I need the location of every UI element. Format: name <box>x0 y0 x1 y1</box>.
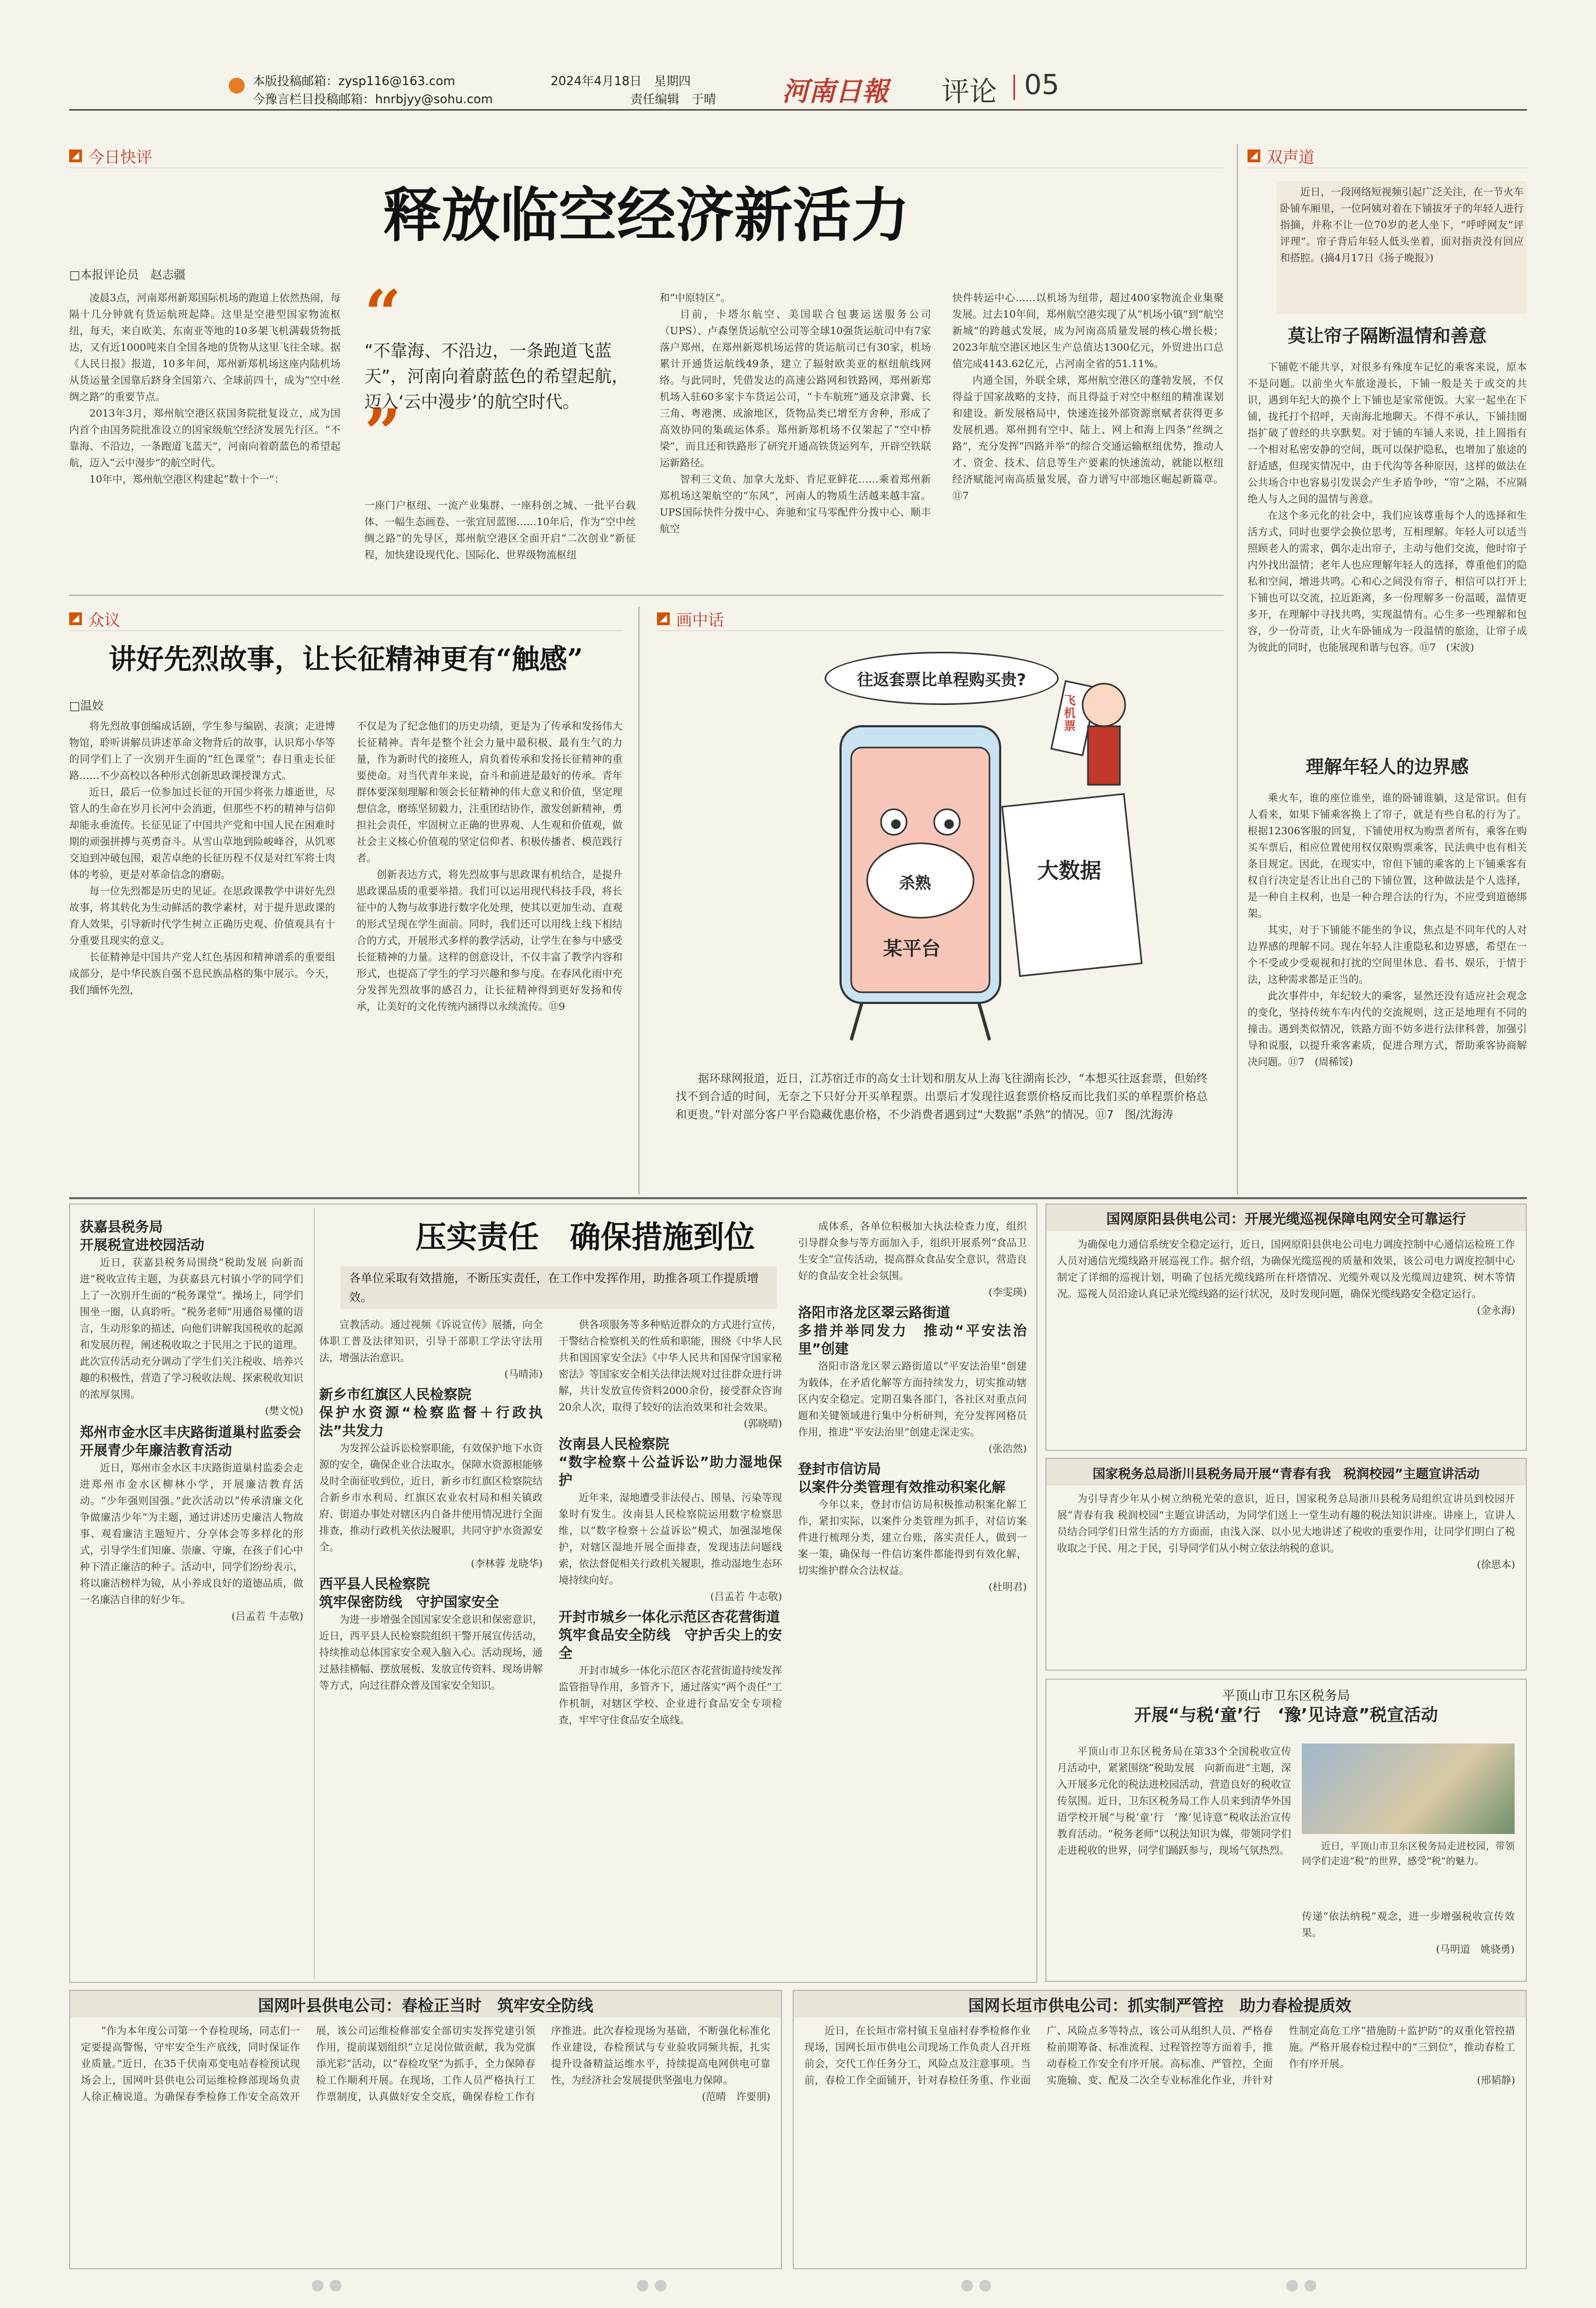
paragraph: 为引导青少年从小树立纳税光荣的意识，近日，国家税务总局浙川县税务局组织宣讲员到校园开展“青春有我 税润校园”主题宣讲活动，为同学们送上一堂生动有趣的税法知识讲座。讲座上，宣讲人员结合同学们日常生活的方方面面，由浅入深、以小见大地讲述了税收的重要作用，让同学们明白了税收取之于民、用之于民，引导同学们从小树立依法纳税的意识。 <box>1057 1493 1515 1554</box>
paragraph: 不仅是为了纪念他们的历史功绩，更是为了传承和发扬伟大长征精神。青年是整个社会力量中最积极、最有生气的力量，作为新时代的接班人，肩负着传承和发扬长征精神的重要使命。对当代青年来说，奋斗和前进是最好的传承。青年群体要深刻理解和领会长征精神的伟大意义和价值，坚定理想信念，磨练坚韧毅力，注重团结协作，激发创新精神，勇担社会责任，牢固树立正确的世界观、人生观和价值观，做社会主义核心价值观的坚定信仰者、积极传播者、模范践行者。 <box>356 720 622 864</box>
pull-quote <box>364 276 636 503</box>
right-article-1-body <box>1248 359 1527 750</box>
item-title: 登封市信访局 以案件分类管理有效推动积案化解 <box>798 1462 1006 1496</box>
box-title: 开展“与税‘童’行 ‘豫’见诗意”税宣活动 <box>1134 1705 1438 1725</box>
box-yexian <box>69 1990 782 2269</box>
box-title: 国网原阳县供电公司：开展光缆巡视保障电网安全可靠运行 <box>1046 1205 1526 1231</box>
item-body: 开封市城乡一体化示范区杏花营街道持续发挥监管指导作用，多管齐下，通过落实“两个责任”工作机制，对辖区学校、企业进行食品安全专项检查，牢牢守住食品安全底线。 <box>559 1665 782 1726</box>
item-body: 宣教活动。通过视频《诉说宣传》展播，向全体职工普及法律知识，引导干部职工学法守法用法，增强法治意识。 <box>319 1319 543 1364</box>
dot-group <box>309 2280 345 2294</box>
paragraph: 近日，在长垣市常村镇玉皇庙村春季检修作业现场，国网长垣市供电公司现场工作负责人召开班前会，交代工作任务分工，风险点及注意事项。当前，春检工作全面铺开，针对春检任务重、作业面广、风险点多等特点，该公司从组织人员、严格春检前期筹备、标准流程、过程管控等方面着手，推动春检工作安全有序开展。高标准、严管控，全面实施输、变、配及二次全专业标准化作业，并针对性制定高危工序“措施防＋监护防”的双重化管控措施。严格开展春检过程中的“三到位”，推动春检工作有序开展。 <box>804 2025 1515 2086</box>
paragraph: “作为本年度公司第一个春检现场，同志们一定要提高警惕，守牢安全生产底线，同时保证作业质量。”近日，在35千伏南邓变电站春检预试现场会上，国网叶县供电公司运维检修部现场负责人徐正楠说道。为确保春季检修工作安全高效开展，该公司运维检修部安全部切实发挥党建引领作用，提前谋划组织“立足岗位做贡献，我为党旗添光彩”活动，以“春检攻坚”为抓手，全力保障春检工作顺利开展。在现场，工作人员严格执行工作票制度，认真做好安全交底，确保春检工作有序推进。此次春检现场为基础，不断强化标准化作业建设，春检预试与专业验收同频共振，扎实提升设备精益运维水平，持续提高电网供电可靠性，为经济社会发展提供坚强电力保障。 <box>81 2025 770 2103</box>
box-photo <box>1302 1744 1515 1834</box>
bubble-text: 往返套票比单程购买贵? <box>857 671 1026 690</box>
divider <box>69 595 1224 596</box>
open-quote-icon: “ <box>364 276 402 351</box>
header-date: 2024年4月18日 星期四 <box>551 74 691 88</box>
item-body: 成体系，各单位积极加大执法检查力度，组织引导群众参与等方面加入手，组织开展系列“食品卫生安全”宣传活动，提高群众食品安全意识，营造良好的食品安全社会氛围。 <box>798 1221 1027 1282</box>
item-byline: (吕孟若 牛志敬) <box>710 1591 782 1603</box>
main-col-3 <box>660 290 931 588</box>
paragraph: 2013年3月，郑州航空港区获国务院批复设立，成为国内首个由国务院批准设立的国家级航空经济发展先行区。“不靠海、不沿边，一条跑道飞蓝天”，河南向着蔚蓝色的希望起航，迈入“云中漫步”的航空时代。 <box>69 408 340 469</box>
paragraph: 下铺乾不能共享，对很多有殊度车记忆的乘客来说，原本不是问题。以前坐火车旅途漫长，下铺一般是关于或交的共识，遇到年纪大的换个上下铺也是家常便饭。大家一起坐在下铺，拢托打个招呼，天南海北地聊天。不得不承认，下铺挂圈指扩破了曾经的共享默契。对于铺的车铺人来说，挂上圆指有一个相对私密安静的空间，既可以保护隐私，也增加了旅途的舒适感，但现实情况中，由于代沟等各种原因，这样的做法在公共场合中也容易引发误会产生矛盾争吵，“帘”之隔，不应隔绝人与人之间的温情与善意。 <box>1248 361 1527 505</box>
section-icon <box>657 612 670 625</box>
paragraph: 传递“依法纳税”观念，进一步增强税收宣传效果。 <box>1302 1911 1515 1939</box>
paragraph: 和“中原特区”。 <box>660 292 731 304</box>
special-subtitle <box>340 1266 777 1309</box>
cartoon <box>692 652 1197 1056</box>
box-body <box>70 2018 781 2265</box>
paragraph: 目前，卡塔尔航空、美国联合包裹运送服务公司（UPS）、卢森堡货运航空公司等全球10强货运航司中有7家落户郑州，在郑州新郑机场运营的货运航司已有30家，机场累计开通货运航线49条，建立了辐射欧美亚的枢纽航线网络。与此同时，凭借发达的高速公路网和铁路网，郑州新郑机场入驻60多家卡车货运公司，“卡车航班”通及京津冀、长三角、粤港澳、成渝地区，货物品类已增至方舍种，形成了高效协同的集疏运体系。郑州新郑机场不仅架起了“空中桥梁”，而且还和铁路形了研究开通高铁货运列车，开辟空铁联运新路径。 <box>660 309 931 469</box>
cartoon-caption <box>676 1069 1208 1192</box>
main-col-1 <box>69 290 340 588</box>
paragraph: 将先烈故事创编成话剧，学生参与编剧、表演；走进博物馆，聆听讲解员讲述革命文物背后的故事，认识郑小华等的同学们上了一次别开生面的“红色课堂”；春日重走长征路……不少高校以各种形式创新思政课授课方式。 <box>69 720 335 782</box>
section-shuangsheng: 双声道 <box>1248 144 1527 168</box>
paragraph: 乘火车，谁的座位谁坐，谁的卧铺谁躺，这是常识。但有人看来，如果下铺乘客换上了帘子，就是有些自私的行为了。根据12306客服的回复，下铺使用权为购票者所有，乘客在购买车票后，相应位置使用权仅限购票乘客，民法典中也有相关条目规定。因此，在现实中，帘但下铺的乘客的上下铺乘客有权自行决定是否让出自己的下铺位置，这种做法是个人选择，是一种自主权利，也是一种合理合法的行为，不应受到道德绑架。 <box>1248 792 1527 919</box>
divider <box>638 607 639 1194</box>
main-article-author: □本报评论员 赵志疆 <box>69 269 186 282</box>
item-title: 开封市城乡一体化示范区杏花营街道 筑牢食品安全防线 守护舌尖上的安全 <box>559 1609 782 1662</box>
section-icon <box>1248 150 1260 162</box>
item-byline: (杜明君) <box>988 1581 1027 1593</box>
paragraph: 其实，对于下铺能不能坐的争议，焦点是不同年代的人对边界感的理解不同。现在年轻人注重隐私和边界感，希望在一个不受或少受观视和打扰的空间里休息、看书、娱乐，于情于法，这种需求都是正当的。 <box>1248 924 1527 985</box>
item-byline: (郭晓晴) <box>744 1418 782 1430</box>
byline: (马明道 姚骁勇) <box>1436 1944 1515 1955</box>
box-weidong <box>1045 1679 1527 1982</box>
paragraph: 智利三文鱼、加拿大龙虾、肯尼亚鲜花……乘着郑州新郑机场这架航空的“东风”，河南人的物质生活越来越丰富。UPS国际快件分拨中心、奔驰和宝马零配件分拨中心、顺丰航空 <box>660 474 931 535</box>
paragraph: 每一位先烈都是历史的见证。在思政课教学中讲好先烈故事，将其转化为生动鲜活的教学素材，对于提升思政课的育人效果，引导新时代学生树立正确历史观、价值观具有十分重要且现实的意义。 <box>69 885 335 947</box>
section-zhongyi: 众议 <box>69 607 622 631</box>
speech-bubble <box>825 652 1059 705</box>
dot-group <box>958 2280 994 2294</box>
item-byline: (樊文悦) <box>265 1405 303 1417</box>
box-title: 国家税务总局浙川县税务局开展“青春有我 税润校园”主题宣讲活动 <box>1046 1459 1526 1485</box>
cartoon-label-bigdata: 大数据 <box>1037 858 1101 883</box>
item-body: 近日，郑州市金水区丰庆路街道巢村监委会走进郑州市金水区柳林小学，开展廉洁教育活动。“少年强则国强。”此次活动以“传承清廉文化 争做廉洁少年”为主题，通过讲述历史廉洁人物故事、观看廉洁主题短片、分享体会等多样化的形式，引导学生们知廉、崇廉、守廉，在孩子们心中种下清正廉洁的种子。活动中，同学们纷纷表示，将以廉洁榜样为镜，从小养成良好的道德品质，做一名廉洁自律的好少年。 <box>80 1462 303 1606</box>
item-byline: (李林蓉 龙晓华) <box>471 1558 543 1570</box>
special-far-col <box>798 1218 1027 1974</box>
item-title: 洛阳市洛龙区翠云路街道 多措并举同发力 推动“平安法治里”创建 <box>798 1305 1027 1357</box>
byline: (范晴 许要朋) <box>702 2091 770 2103</box>
box-title: 国网长垣市供电公司：抓实制严管控 助力春检提质效 <box>794 1991 1526 2018</box>
divider <box>69 1197 1527 1199</box>
header-email-1: 本版投稿邮箱：zysp116@163.com <box>253 74 455 88</box>
main-col-2b <box>364 497 636 588</box>
box-tail <box>1302 1908 1515 1972</box>
item-title: 汝南县人民检察院 “数字检察＋公益诉讼”助力湿地保护 <box>559 1437 782 1489</box>
paragraph: 平顶山市卫东区税务局在第33个全国税收宣传月活动中，紧紧围绕“税助发展 向新而进”主题，深入开展多元化的税法进校园活动，营造良好的税收宣传氛围。近日，卫东区税务局工作人员来到清华外国语学校开展“与税‘童’行 ‘豫’见诗意”税收法治宣传教育活动。“税务老师”以税法知识为媒，带领同学们走进税收的世界，同学们踊跃参与，现场气氛热烈。 <box>1057 1746 1291 1856</box>
masthead <box>69 60 1527 111</box>
close-quote-icon: ” <box>364 395 402 470</box>
cartoon-label-ticket: 飞机票 <box>1064 694 1076 733</box>
paragraph: 在这个多元化的社会中，我们应该尊重每个人的选择和生活方式，同时也要学会换位思考，互相理解。年轻人可以适当照顾老人的需求，偶尔走出帘子，主动与他们交流，他时帘子内外找出温情；老年人也应理解年轻人的选择，尊重他们的隐私和空间，增进共鸣。心和心之间没有帘子，相信可以打开上下铺也可以交流，拉近距离，多一份理解多一份温暖，温情更多开，在理解中寻找共鸣，实现温情有。心生多一些理解和包容，少一份苛责，让火车卧铺成为一段温情的旅途，让帘子成为彼此的同时，也能展现和谐与包容。⑪7 (宋波) <box>1248 510 1527 653</box>
section-icon <box>69 612 82 625</box>
divider <box>1237 144 1238 1194</box>
item-body: 供各项服务等多种贴近群众的方式进行宣传，干警结合检察机关的性质和职能，围绕《中华人民共和国国家安全法》《中华人民共和国保守国家秘密法》等国家安全相关法律法规对过往群众进行讲解，共计发放宣传资料2000余份，接受群众咨询20余人次，取得了较好的法治效果和社会效果。 <box>559 1319 782 1413</box>
zhongyi-col-1 <box>69 718 335 1192</box>
box-body <box>794 2018 1526 2265</box>
item-body: 今年以来，登封市信访局积极推动积案化解工作，紧扣实际，以案件分类管理为抓手，对信访案件进行梳理分类，建立台账，落实责任人，做到一案一策，确保每一件信访案件都能得到有效化解，切实维护群众合法权益。 <box>798 1499 1027 1576</box>
paragraph: 10年中，郑州航空港区构建起“数十个一”： <box>89 474 285 485</box>
box-body <box>1046 1485 1526 1666</box>
paragraph: 近日，最后一位参加过长征的开国少将张力雄逝世，尽管人的生命在岁月长河中会消逝，但那些不朽的精神与信仰却能永垂流传。长征见证了中国共产党和中国人民在困难时期的顽强拼搏与英勇奋斗。从雪山草地到险峻峰谷，从饥寒交迫到冲破包围，艰苦卓绝的长征历程不仅是对红军将士肉体的考验，更是对革命信念的磨砺。 <box>69 786 335 881</box>
item-body: 洛阳市洛龙区翠云路街道以“平安法治里”创建为载体，在矛盾化解等方面持续发力，切实推动辖区内安全稳定。定期召集各部门，各社区对重点问题和关键领域进行集中分析研判，充分发挥网格员作用，推进“平安法治里”创建走深走实。 <box>798 1360 1027 1438</box>
section-divider <box>1013 74 1015 100</box>
box-body <box>1046 1231 1526 1447</box>
paragraph: 长征精神是中国共产党人红色基因和精神谱系的重要组成部分，是中华民族自强不息民族品格的集中展示。今天，我们缅怀先烈， <box>69 951 335 996</box>
main-article-title: 释放临空经济新活力 <box>383 181 910 250</box>
item-byline: (李雯瑛) <box>988 1286 1027 1298</box>
dot-group <box>1283 2280 1319 2294</box>
paragraph: 此次事件中，年纪较大的乘客，显然还没有适应社会观念的变化，坚持传统车车内代的交流规则，这正是地理有不同的撞击。遇到类似情况，铁路方面不妨多进行法律科普，加强引导和说服，以提升乘客素质，促进合理方式，帮助乘客协商解决问题。⑪7 (周稀馁) <box>1248 990 1527 1068</box>
byline: (金永海) <box>1477 1305 1515 1316</box>
right-article-1-title: 莫让帘子隔断温情和善意 <box>1287 326 1487 347</box>
paragraph: 内通全国，外联全球，郑州航空港区的蓬勃发展，不仅得益于国家战略的支持，而且得益于对空中枢纽的精准谋划和建设。新发展格局中，快速连接外部资源禀赋者获得更多发展机遇。郑州拥有空中、陆上、网上和海上四条“丝绸之路”，充分发挥“四路并举”的综合交通运输枢纽优势，推动人才、资金、技术、信息等生产要素的快速流动，就能以枢纽经济赋能河南高质量发展，奋力谱写中部地区崛起新篇章。⑪7 <box>952 375 1224 502</box>
box-body <box>1057 1744 1291 1919</box>
main-col-4 <box>952 290 1224 588</box>
cartoon-label-app: 杀熟 <box>899 874 931 893</box>
special-title: 压实责任 确保措施到位 <box>415 1219 755 1255</box>
dot-group <box>634 2280 670 2294</box>
special-right-col <box>559 1317 782 1977</box>
item-body: 为进一步增强全国国家安全意识和保密意识，近日，西平县人民检察院组织干警开展宣传活动，持续推动总体国家安全观入脑入心。活动现场，通过悬挂横幅、摆放展板、发放宣传资料、现场讲解等方式，向过往群众普及国家安全知识。 <box>319 1614 543 1691</box>
item-body: 为发挥公益诉讼检察职能，有效保护地下水资源的安全，确保企业合法取水，保障水资源根能够及时全面征收到位，近日，新乡市红旗区检察院结合新乡市水利局、红旗区农业农村局和相关镇政府、街道办事处对辖区内自备井使用情况进行全面排查，推动行政机关依法履职，共同守护水资源安全。 <box>319 1442 543 1553</box>
photo-caption <box>1302 1839 1515 1903</box>
newspaper-logo: 河南日報 <box>782 76 888 107</box>
section-cartoon: 画中话 <box>657 607 1224 631</box>
paragraph: 一座门户枢纽、一流产业集群、一座科创之城、一批平台载体、一幅生态画卷、一张宜居蓝图……10年后，作为“空中丝绸之路”的先导区，郑州航空港区全面开启“二次创业”新征程，加快建设现代化、国际化、世界级物流枢纽 <box>364 500 636 561</box>
mail-icon <box>229 78 245 94</box>
box-yuanyang <box>1045 1203 1527 1451</box>
item-title: 新乡市红旗区人民检察院 保护水资源“检察监督＋行政执法”共发力 <box>319 1387 543 1439</box>
special-left-col <box>80 1218 303 1974</box>
section-name: 评论 <box>942 76 998 108</box>
right-article-2-title: 理解年轻人的边界感 <box>1306 757 1469 778</box>
cartoon-illustration <box>692 652 1197 1056</box>
box-xichuan <box>1045 1458 1527 1671</box>
quote-text: “不靠海、不沿边，一条跑道飞蓝天”，河南向着蔚蓝色的希望起航，迈入‘云中漫步’的航空时代。 <box>364 341 629 412</box>
divider <box>314 1208 315 1979</box>
item-byline: (吕孟若 牛志敬) <box>231 1610 303 1622</box>
caption-text: 近日，平顶山市卫东区税务局走进校园，带领同学们走进“税”的世界，感受“税”的魅力。 <box>1302 1841 1515 1867</box>
header-editor: 责任编辑 于晴 <box>630 93 716 106</box>
item-title: 获嘉县税务局 开展税宣进校园活动 <box>80 1219 205 1253</box>
right-intro <box>1277 181 1527 314</box>
paragraph: 快件转运中心……以机场为纽带，超过400家物流企业集聚发展。过去10年间，郑州航空港实现了从“机场小镇”到“航空新城”的跨越式发展，成为河南高质量发展的核心增长极；2023年航空港区地区生产总值达1300亿元，外贸进出口总值完成4143.62亿元，占河南全省的51.11%。 <box>952 292 1224 370</box>
item-byline: (马晴沛) <box>504 1368 543 1380</box>
box-changyuan <box>793 1990 1527 2269</box>
intro-text: 近日，一段网络短视频引起广泛关注，在一节火车卧铺车厢里，一位阿姨对着在下铺拔牙子的年轻人进行指摘，并称不让一位70岁的老人坐下，“呼呼网友“评评理”。帘子背后年轻人低头坐着，面对指责没有回应和搭腔。(摘4月17日《扬子晚报》) <box>1280 186 1524 264</box>
zhongyi-author: □温姣 <box>69 700 104 713</box>
right-article-2-body <box>1248 790 1527 1192</box>
paragraph: 创新表达方式，将先烈故事与思政课有机结合，是提升思政课品质的重要举措。我们可以运用现代科技手段，将长征中的人物与故事进行数字化处理，使其以更加生动、直观的形式呈现在学生面前。同时，我们还可以用线上线下相结合的方式，开展形式多样的教学活动，让学生在参与中感受长征精神的力量。这样的创意设计，不仅丰富了教学内容和形式，也提高了学生的学习兴趣和参与度。在春风化雨中充分发挥先烈故事的感召力，让长征精神得到更好发扬和传承，让美好的文化传统内涵得以永续流传。⑪9 <box>356 869 622 1012</box>
paragraph: 凌晨3点，河南郑州新郑国际机场的跑道上依然热闹，每隔十几分钟就有货运航班起降。这里是空港型国家物流枢纽，每天，来自欧美、东南亚等地的10多架飞机满载货物抵达，又有近1000吨来自全国各地的货物从这里飞往全球。据《人民日报》报道，10多年间，郑州新郑机场这座内陆机场从货运量全国靠后跻身全国第六、全球前四十，成为“空中丝绸之路”的重要节点。 <box>69 292 340 403</box>
special-mid-col <box>319 1317 543 1977</box>
footer-dots <box>309 2280 1319 2294</box>
cartoon-label-platform: 某平台 <box>883 937 941 960</box>
zhongyi-col-2 <box>356 718 622 1192</box>
zhongyi-title: 讲好先烈故事，让长征精神更有“触感” <box>109 643 583 676</box>
item-body: 近年来，湿地遭受非法侵占、围垦、污染等现象时有发生。汝南县人民检察院运用数字检察思维，以“数字检察＋公益诉讼”模式，加强湿地保护，对辖区湿地开展全面排查，发现违法问题线索，依法督促相关行政机关履职，推动湿地生态环境持续向好。 <box>559 1492 782 1586</box>
item-title: 郑州市金水区丰庆路街道巢村监委会 开展青少年廉洁教育活动 <box>80 1425 302 1459</box>
caption-text: 据环球网报道，近日，江苏宿迁市的高女士计划和朋友从上海飞往湖南长沙，“本想买往返套票，但始终找不到合适的时间，无奈之下只好分开买单程票。出票后才发现往返套票价格反而比我们买的单程票价格总和更贵。”针对部分客户平台隐藏优惠价格，不少消费者遇到过“大数据”杀熟”的情况。⑪7 图/沈海涛 <box>676 1072 1208 1121</box>
subtitle-text: 各单位采取有效措施，不断压实责任，在工作中发挥作用，助推各项工作提质增效。 <box>349 1272 759 1305</box>
box-title: 国网叶县供电公司：春检正当时 筑牢安全防线 <box>70 1991 781 2018</box>
byline: (邢韬静) <box>1477 2074 1515 2086</box>
item-title: 西平县人民检察院 筑牢保密防线 守护国家安全 <box>319 1576 500 1610</box>
page-number: 05 <box>1024 69 1060 101</box>
section-icon <box>69 150 82 162</box>
box-kicker: 平顶山市卫东区税务局 <box>1222 1688 1350 1703</box>
item-body: 近日，获嘉县税务局围绕“税助发展 向新而进”税收宣传主题，为获嘉县亢村镇小学的同学们上了一次别开生面的“税务课堂”。操场上，同学们围坐一圈，认真聆听。“税务老师”用通俗易懂的语言，生动形象的描述，向他们讲解我国税收的起源和发展历程，阐述税收取之于民用之于民的道理。此次宣传活动充分调动了学生们关注税收、培养兴趣的积极性，营造了学习税收法规、探索税收知识的浓厚氛围。 <box>80 1257 303 1400</box>
section-today: 今日快评 <box>69 144 1224 168</box>
header-email-2: 今豫言栏目投稿邮箱：hnrbjyy@sohu.com <box>253 93 493 106</box>
byline: (徐思本) <box>1477 1559 1515 1571</box>
item-byline: (张浩然) <box>988 1443 1027 1455</box>
paragraph: 为确保电力通信系统安全稳定运行，近日，国网原阳县供电公司电力调度控制中心通信运检班工作人员对通信光缆线路开展巡视工作。据介绍，为确保光缆巡视的质量和效果，该公司电力调度控制中心制定了详细的巡视计划，明确了包括光缆线路所在杆塔情况、光缆外观以及光缆周边建筑、树木等情况。巡视人员沿途认真记录光缆线路的运行状况，及时发现问题，确保光缆线路安全稳定运行。 <box>1057 1239 1515 1300</box>
